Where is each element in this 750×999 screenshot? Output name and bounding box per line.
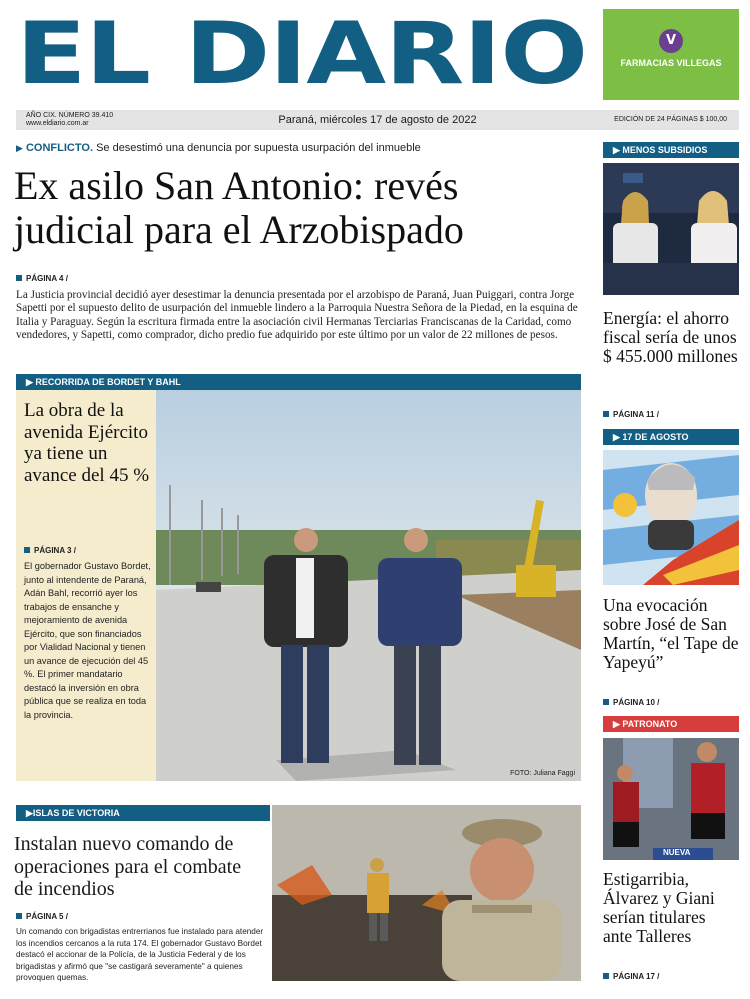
- triangle-icon: ▶: [26, 377, 36, 387]
- subsidios-headline[interactable]: Energía: el ahorro fiscal sería de unos $ 455.000 millones: [603, 308, 738, 366]
- sponsor-name: FARMACIAS VILLEGAS: [620, 58, 722, 68]
- page-ref-text: PÁGINA 5 /: [26, 912, 68, 921]
- section-bar-agosto: [603, 429, 739, 445]
- patronato-headline[interactable]: Estigarribia, Álvarez y Giani serían titulares ante Talleres: [603, 869, 715, 946]
- feature-headline[interactable]: La obra de la avenida Ejército ya tiene un avance del 45 %: [24, 400, 150, 486]
- lead-kicker: [16, 142, 586, 154]
- square-icon: [16, 913, 22, 919]
- fires-page-ref[interactable]: [16, 912, 68, 921]
- square-icon: [603, 973, 609, 979]
- triangle-icon: ▶: [613, 432, 623, 442]
- section-bar-subsidios: [603, 142, 739, 158]
- section-bar-islas: [16, 805, 270, 821]
- subsidios-photo[interactable]: [603, 163, 739, 295]
- kicker-text: Se desestimó una denuncia por supuesta usurpación del inmueble: [96, 142, 421, 154]
- san-martin-page-ref[interactable]: [603, 698, 659, 707]
- kicker-tag: CONFLICTO.: [25, 142, 93, 154]
- fire-illustration: [272, 805, 581, 981]
- jersey-text: NUEVA: [663, 848, 691, 857]
- san-martin-photo[interactable]: [603, 450, 739, 585]
- road-walk-illustration: [156, 390, 581, 781]
- triangle-icon: ▶: [16, 143, 23, 153]
- page-ref-text: PÁGINA 17 /: [613, 972, 660, 981]
- section-label: ISLAS DE VICTORIA: [32, 808, 120, 818]
- dateline: Paraná, miércoles 17 de agosto de 2022: [278, 114, 477, 126]
- website[interactable]: www.eldiario.com.ar: [26, 120, 89, 127]
- page-ref-text: PÁGINA 10 /: [613, 698, 660, 707]
- feature-photo[interactable]: [156, 390, 581, 781]
- square-icon: [24, 547, 30, 553]
- square-icon: [16, 275, 22, 281]
- section-label: RECORRIDA DE BORDET Y BAHL: [35, 377, 181, 387]
- football-illustration: [603, 738, 739, 860]
- san-martin-headline[interactable]: Una evocación sobre José de San Martín, “el Tape de Yapeyú”: [603, 595, 739, 672]
- lead-headline[interactable]: Ex asilo San Antonio: revés judicial para el Arzobispado: [14, 163, 464, 252]
- fires-photo[interactable]: [272, 805, 581, 981]
- page-ref-text: PÁGINA 3 /: [34, 546, 76, 555]
- triangle-icon: ▶: [26, 808, 33, 818]
- square-icon: [603, 699, 609, 705]
- patronato-photo[interactable]: [603, 738, 739, 860]
- sponsor-logo-icon: V: [659, 29, 683, 53]
- page-ref-text: PÁGINA 4 /: [26, 274, 68, 283]
- triangle-icon: ▶: [613, 719, 623, 729]
- fires-body: Un comando con brigadistas entrerrianos fue instalado para atender los incendios cercanos a la ruta 174. El gobernador Gustavo Bordet destacó el accionar de la Policía, de la Justicia Federal y de los brigadistas y afirmó que "se castigará severamente" a quienes provoquen quemas.: [16, 927, 264, 983]
- square-icon: [603, 411, 609, 417]
- section-label: 17 DE AGOSTO: [622, 432, 689, 442]
- masthead: [16, 4, 591, 104]
- page-ref-text: PÁGINA 11 /: [613, 410, 659, 419]
- press-conference-illustration: [603, 163, 739, 295]
- section-label: MENOS SUBSIDIOS: [622, 145, 708, 155]
- sponsor-ad[interactable]: [603, 9, 739, 100]
- info-bar: [16, 110, 739, 130]
- issue-number: AÑO CIX. NÚMERO 39.410: [26, 112, 114, 119]
- feature-page-ref[interactable]: [24, 546, 76, 555]
- subsidios-page-ref[interactable]: [603, 410, 659, 419]
- feature-textbox: [16, 390, 156, 781]
- section-label: PATRONATO: [622, 719, 678, 729]
- section-bar-patronato: [603, 716, 739, 732]
- photo-credit: FOTO: Juliana Faggi: [510, 770, 575, 777]
- section-bar-recorrida: [16, 374, 581, 390]
- fires-headline[interactable]: Instalan nuevo comando de operaciones para el combate de incendios: [14, 833, 242, 900]
- san-martin-illustration: [603, 450, 739, 585]
- edition-info: EDICIÓN DE 24 PÁGINAS $ 100,00: [614, 116, 727, 123]
- feature-body: El gobernador Gustavo Bordet, junto al intendente de Paraná, Adán Bahl, recorrió ayer los trabajos de ensanche y mejoramiento de avenida Ejército, que son financiados por Vialidad Nacional y tienen un avance de ejecución del 45 %. El primer mandatario destacó la inversión en obra pública que se realiza en toda la provincia.: [24, 561, 151, 720]
- patronato-page-ref[interactable]: [603, 972, 659, 981]
- lead-body: La Justicia provincial decidió ayer desestimar la denuncia presentada por el arzobispo de Paraná, Juan Puiggari, contra Jorge Sapetti por el supuesto delito de usurpación del inmueble lindero a la Parroquia Nuestra Señora de la Piedad, en la esquina de Italia y Paraguay. Según la escritura firmada entre la asociación civil Hermanas Terciarias Franciscanas de la Caridad, como vendedores, y Sapetti, como comprador, dicho predio fue adquirido por este último por un valor de 22 millones de pesos.: [16, 289, 578, 342]
- triangle-icon: ▶: [613, 145, 623, 155]
- newspaper-title[interactable]: EL DIARIO: [16, 4, 587, 104]
- lead-page-ref[interactable]: [16, 274, 68, 283]
